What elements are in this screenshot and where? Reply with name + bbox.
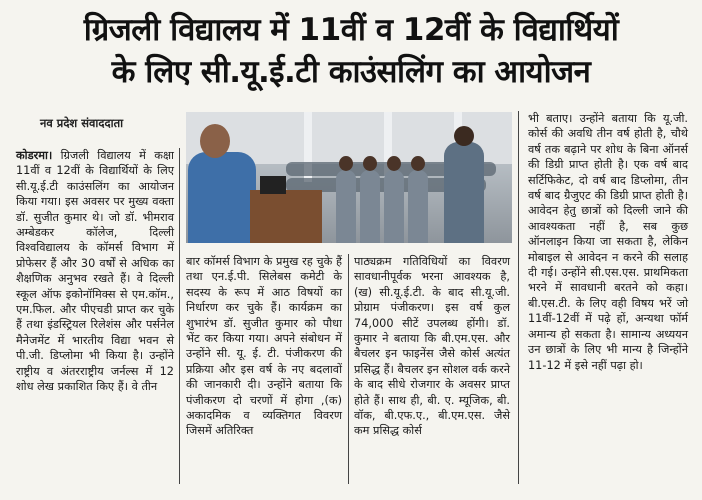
- article-column-3: [354, 254, 510, 439]
- column-2-text: बार कॉमर्स विभाग के प्रमुख रह चुके हैं तथा एन.ई.पी. सिलेबस कमेटी के सदस्य के रूप में आठ विषयों का निर्धारण कर चुके हैं। कार्यक्रम का शुभारंभ डॉ. सुजीत कुमार को पौधा भेंट कर किया गया। अपने संबोधन में उन्होंने सी. यू. ई. टी. पंजीकरण की प्रक्रिया और इस वर्ष के नए बदलावों की जानकारी दी। उन्होंने बताया कि पंजीकरण दो चरणों में होगा ,(क) अकादमिक व व्यक्तिगत विवरण जिसमें अतिरिक्त: [186, 255, 342, 438]
- headline: [0, 9, 702, 93]
- column-3-text: पाठ्यक्रम गतिविधियों का विवरण सावधानीपूर्वक भरना आवश्यक है, (ख) सी.यू.ई.टी. के बाद सी.यू.जी. प्रोग्राम पंजीकरण। इस वर्ष कुल 74,000 सीटें उपलब्ध होंगी। डॉ. कुमार ने बताया कि बी.एम.एस. और बैचलर इन फाइनेंस जैसे कोर्स अत्यंत प्रसिद्ध हैं। बैचलर इन सोशल वर्क करने के बाद सीधे रोजगार के अवसर प्राप्त होते हैं। साथ ही, बी. ए. म्यूजिक, बी. वॉक, बी.एफ.ए., बी.एम.एस. जैसे कम प्रसिद्ध कोर्स: [354, 255, 510, 438]
- column-divider: [179, 148, 180, 484]
- headline-line-2: के लिए सी.यू.ई.टी काउंसलिंग का आयोजन: [111, 54, 591, 90]
- article-column-1: [16, 148, 174, 395]
- column-divider: [518, 111, 519, 484]
- article-column-4: [528, 111, 688, 373]
- article-column-2: [186, 254, 342, 439]
- column-4-text: भी बताए। उन्होंने बताया कि यू.जी. कोर्स की अवधि तीन वर्ष होती है, चौथे वर्ष तक बढ़ाने पर शोध के बिना ऑनर्स की डिग्री प्राप्त होती है। एक वर्ष बाद सर्टिफिकेट, दो वर्ष बाद डिप्लोमा, तीन वर्ष बाद ग्रैजुएट की डिग्री प्राप्त होती है। आवेदन हेतु छात्रों को दिल्ली जाने की आवश्यकता नहीं है, सब कुछ ऑनलाइन किया जा सकता है, लेकिन मोबाइल से आवेदन न करने की सलाह दी गई। उन्होंने सी.एस.एस. प्राथमिकता भरने में सावधानी बरतने को कहा। बी.एस.टी. के लिए वही विषय भरें जो 11वीं-12वीं में पढ़े हों, अन्यथा फॉर्म अमान्य हो सकता है। सामान्य अध्ययन उन छात्रों के लिए भी मान्य है जिन्होंने 11-12 में इसे नहीं पढ़ा हो।: [528, 112, 688, 372]
- next-article-fragment: [0, 488, 702, 500]
- previous-article-fragment: [0, 0, 702, 7]
- dateline: कोडरमा।: [16, 149, 53, 162]
- article-photo: [186, 112, 512, 243]
- byline: नव प्रदेश संवाददाता: [40, 116, 124, 130]
- podium: [250, 190, 322, 243]
- column-divider: [348, 254, 349, 484]
- speaker-figure: [188, 152, 256, 243]
- headline-line-1: ग्रिजली विद्यालय में 11वीं व 12वीं के विद्यार्थियों: [83, 12, 619, 48]
- column-1-text: ग्रिजली विद्यालय में कक्षा 11वीं व 12वीं के विद्यार्थियों के लिए सी.यू.ई.टी काउंसलिंग का आयोजन किया गया। इस अवसर पर मुख्य वक्ता डॉ. सुजीत कुमार थे। जो डॉ. भीमराव अम्बेडकर कॉलेज, दिल्ली विश्वविद्यालय के कॉमर्स विभाग में प्रोफेसर हैं और 30 वर्षों से अधिक का शैक्षणिक अनुभव रखते हैं। वे दिल्ली स्कूल ऑफ इकोनॉमिक्स से एम.कॉम., एम.फिल. और पीएचडी प्राप्त कर चुके हैं तथा इंडस्ट्रियल रिलेशंस और पर्सनेल मैनेजमेंट में भारतीय विद्या भवन से पी.जी. डिप्लोमा भी किया है। उन्होंने राष्ट्रीय व अंतरराष्ट्रीय जर्नल्स में 12 शोध लेख प्रकाशित किए हैं। वे तीन: [16, 149, 174, 394]
- student-with-microphone: [444, 142, 484, 243]
